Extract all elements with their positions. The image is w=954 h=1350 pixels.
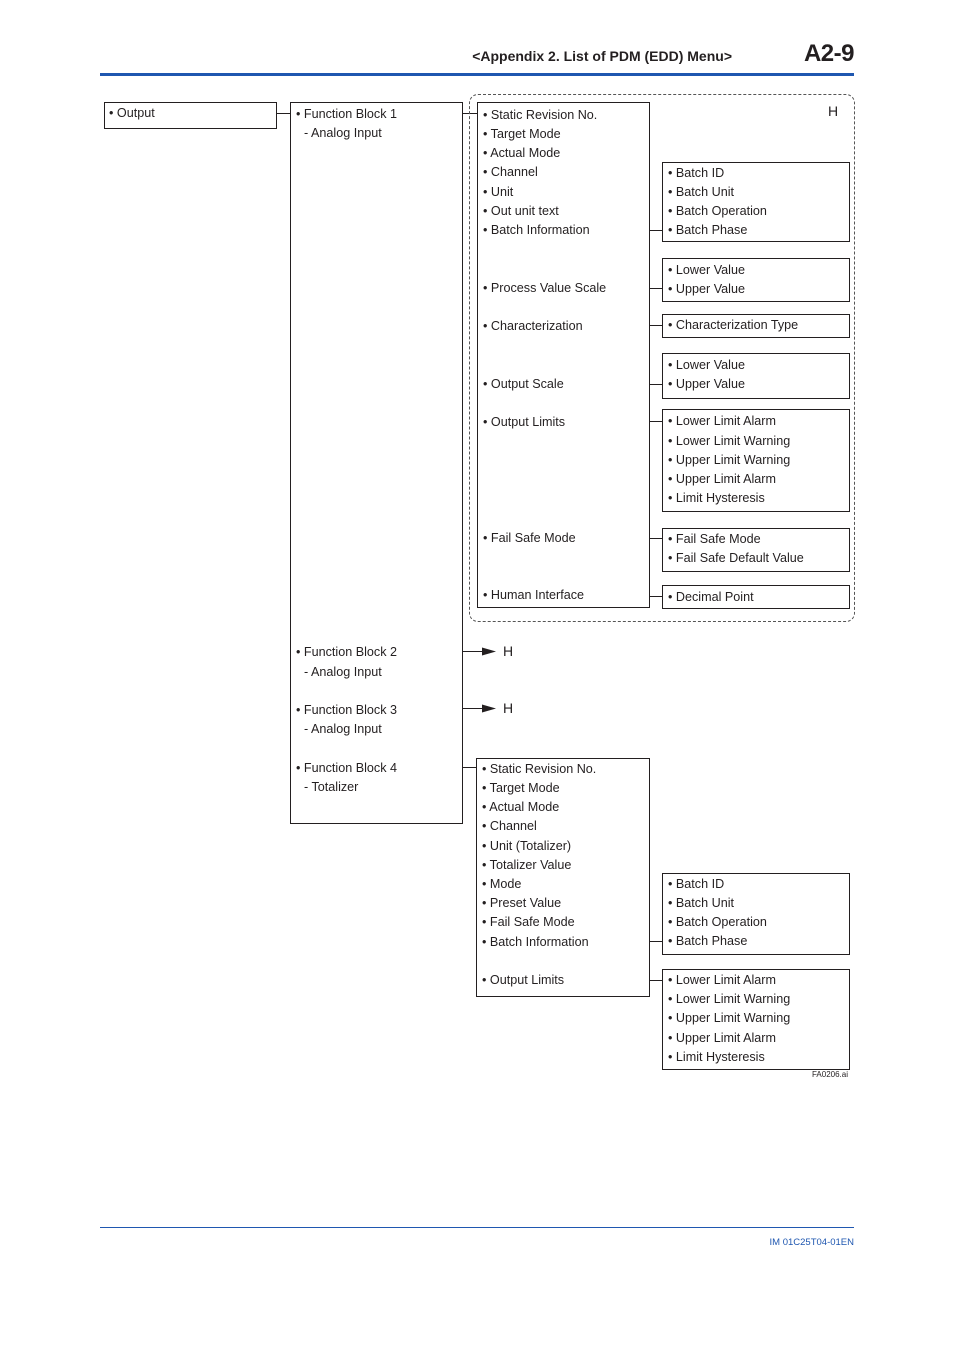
ai-characterization-submenu [662, 314, 850, 338]
menu-item[interactable]: • Characterization [483, 319, 583, 333]
function-blocks-node [290, 102, 463, 824]
menu-item[interactable]: • Output Scale [483, 377, 564, 391]
ai-batch-information-submenu [662, 162, 850, 242]
page-number: A2-9 [803, 40, 854, 67]
document-id: IM 01C25T04-01EN [769, 1237, 854, 1248]
submenu-item[interactable]: • Limit Hysteresis [668, 491, 765, 505]
menu-item[interactable]: • Output Limits [483, 415, 566, 429]
menu-item[interactable]: • Fail Safe Mode [482, 915, 575, 929]
output-node[interactable] [104, 102, 277, 129]
menu-item[interactable]: • Human Interface [483, 588, 585, 602]
menu-item[interactable]: • Actual Mode [483, 146, 561, 160]
submenu-item[interactable]: • Batch Unit [668, 185, 735, 199]
menu-item[interactable]: • Mode [482, 877, 522, 891]
menu-item[interactable]: • Actual Mode [482, 800, 560, 814]
fb2-label[interactable]: • Function Block 2 [296, 645, 398, 659]
submenu-item[interactable]: • Batch Operation [668, 915, 767, 929]
submenu-item[interactable]: • Lower Value [668, 263, 745, 277]
fb4-type: - Totalizer [304, 780, 359, 794]
fb1-type: - Analog Input [304, 126, 382, 140]
ai-output-limits-submenu [662, 409, 850, 512]
menu-item[interactable]: • Unit (Totalizer) [482, 839, 572, 853]
submenu-item[interactable]: • Characterization Type [668, 318, 799, 332]
menu-item[interactable]: • Batch Information [483, 223, 590, 237]
menu-item[interactable]: • Channel [482, 819, 537, 833]
fb1-label[interactable]: • Function Block 1 [296, 107, 398, 121]
fb2-ref-h: H [503, 643, 514, 659]
submenu-item[interactable]: • Batch ID [668, 877, 725, 891]
menu-item[interactable]: • Output Limits [482, 973, 565, 987]
menu-item[interactable]: • Static Revision No. [483, 108, 598, 122]
fb3-ref-h: H [503, 700, 514, 716]
menu-item[interactable]: • Fail Safe Mode [483, 531, 576, 545]
menu-item[interactable]: • Out unit text [483, 204, 559, 218]
fb3-type: - Analog Input [304, 722, 382, 736]
totalizer-menu [476, 758, 650, 997]
submenu-item[interactable]: • Upper Limit Alarm [668, 1031, 776, 1045]
menu-item[interactable]: • Process Value Scale [483, 281, 607, 295]
submenu-item[interactable]: • Upper Value [668, 377, 745, 391]
submenu-item[interactable]: • Batch Phase [668, 223, 748, 237]
menu-item[interactable]: • Target Mode [483, 127, 561, 141]
fb3-label[interactable]: • Function Block 3 [296, 703, 398, 717]
tot-batch-information-submenu [662, 873, 850, 955]
submenu-item[interactable]: • Lower Limit Warning [668, 992, 791, 1006]
menu-item[interactable]: • Channel [483, 165, 538, 179]
submenu-item[interactable]: • Limit Hysteresis [668, 1050, 765, 1064]
fb2-type: - Analog Input [304, 665, 382, 679]
submenu-item[interactable]: • Lower Limit Warning [668, 434, 791, 448]
menu-item[interactable]: • Target Mode [482, 781, 560, 795]
group-h-label: H [828, 103, 839, 119]
submenu-item[interactable]: • Upper Limit Warning [668, 453, 791, 467]
ai-pv-scale-submenu [662, 258, 850, 302]
fb4-label[interactable]: • Function Block 4 [296, 761, 398, 775]
figure-id: FA0206.ai [811, 1070, 848, 1079]
submenu-item[interactable]: • Fail Safe Default Value [668, 551, 804, 565]
section-title: <Appendix 2. List of PDM (EDD) Menu> [472, 48, 732, 64]
submenu-item[interactable]: • Batch Phase [668, 934, 748, 948]
output-label: • Output [109, 106, 155, 120]
submenu-item[interactable]: • Upper Limit Alarm [668, 472, 776, 486]
submenu-item[interactable]: • Batch ID [668, 166, 725, 180]
submenu-item[interactable]: • Batch Operation [668, 204, 767, 218]
submenu-item[interactable]: • Decimal Point [668, 590, 754, 604]
submenu-item[interactable]: • Batch Unit [668, 896, 735, 910]
menu-item[interactable]: • Totalizer Value [482, 858, 572, 872]
submenu-item[interactable]: • Lower Value [668, 358, 745, 372]
ai-output-scale-submenu [662, 353, 850, 399]
submenu-item[interactable]: • Fail Safe Mode [668, 532, 761, 546]
submenu-item[interactable]: • Lower Limit Alarm [668, 973, 776, 987]
ai-human-interface-submenu [662, 585, 850, 609]
menu-item[interactable]: • Preset Value [482, 896, 562, 910]
tot-output-limits-submenu [662, 969, 850, 1070]
menu-item[interactable]: • Batch Information [482, 935, 589, 949]
menu-item[interactable]: • Static Revision No. [482, 762, 597, 776]
menu-item[interactable]: • Unit [483, 185, 514, 199]
submenu-item[interactable]: • Upper Limit Warning [668, 1011, 791, 1025]
submenu-item[interactable]: • Lower Limit Alarm [668, 414, 776, 428]
submenu-item[interactable]: • Upper Value [668, 282, 745, 296]
ai-fail-safe-submenu [662, 528, 850, 572]
analog-input-menu [477, 102, 650, 608]
